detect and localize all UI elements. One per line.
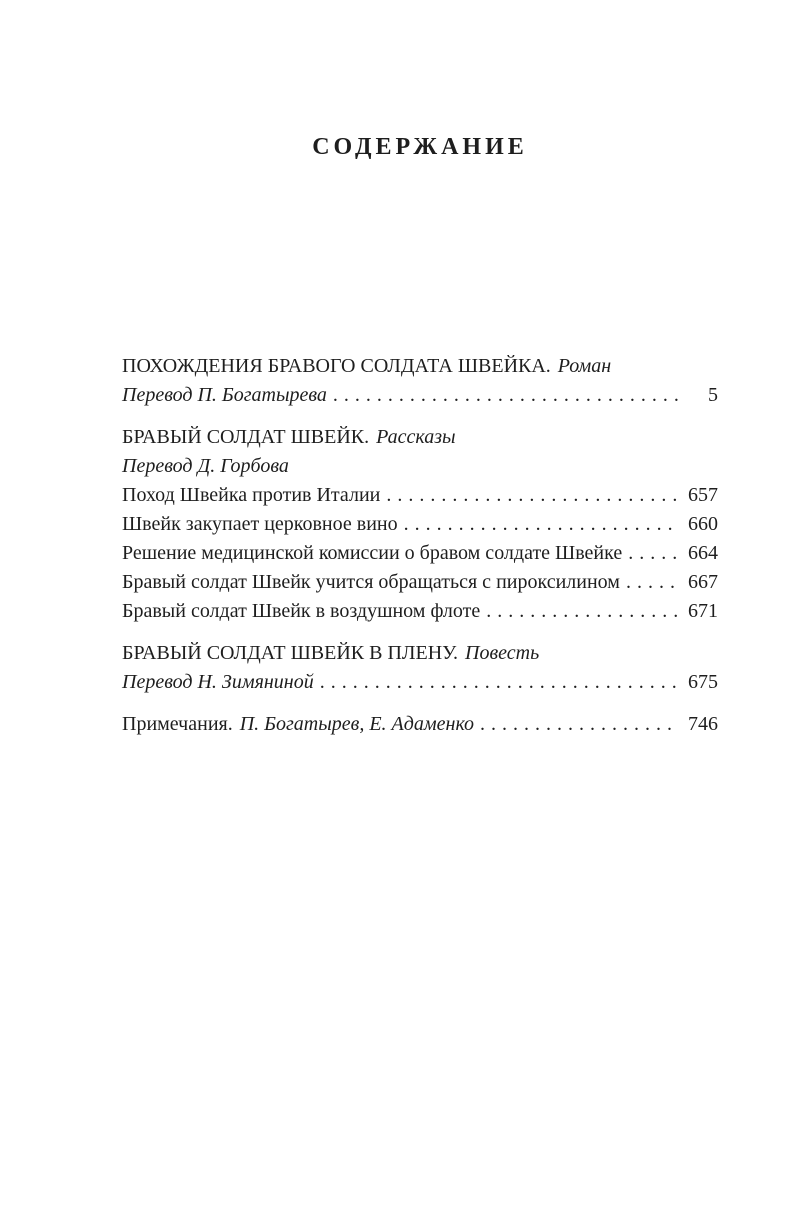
notes-authors: П. Богатырев, Е. Адаменко xyxy=(239,713,475,735)
table-of-contents xyxy=(122,352,718,739)
dot-leader xyxy=(333,381,678,410)
toc-notes xyxy=(122,710,718,739)
dot-leader xyxy=(486,597,678,626)
page-number: 5 xyxy=(708,384,718,406)
section-heading-row xyxy=(122,423,718,452)
toc-item-title: Швейк закупает церковное вино xyxy=(122,513,398,535)
toc-item xyxy=(122,481,718,510)
page-number: 667 xyxy=(688,571,718,593)
page-number: 746 xyxy=(688,713,718,735)
dot-leader xyxy=(626,568,678,597)
notes-row xyxy=(122,710,718,739)
toc-item xyxy=(122,597,718,626)
translator-row xyxy=(122,452,718,481)
section-heading-row xyxy=(122,639,718,668)
toc-item-title: Поход Швейка против Италии xyxy=(122,484,381,506)
translator-label: Перевод Н. Зимяниной xyxy=(122,671,314,693)
toc-section-novel xyxy=(122,352,718,410)
page-number: 660 xyxy=(688,513,718,535)
toc-section-captivity xyxy=(122,639,718,697)
page-number: 675 xyxy=(688,671,718,693)
translator-label: Перевод П. Богатырева xyxy=(122,384,327,406)
section-heading: БРАВЫЙ СОЛДАТ ШВЕЙК В ПЛЕНУ. xyxy=(122,642,459,664)
section-genre: Рассказы xyxy=(376,426,456,448)
section-genre: Повесть xyxy=(465,642,540,664)
dot-leader xyxy=(404,510,678,539)
page-number: 664 xyxy=(688,542,718,564)
toc-item xyxy=(122,568,718,597)
section-genre: Роман xyxy=(557,355,612,377)
dot-leader xyxy=(480,710,678,739)
section-heading-row xyxy=(122,352,718,381)
dot-leader xyxy=(386,481,678,510)
page-title: СОДЕРЖАНИЕ xyxy=(312,134,528,160)
toc-item xyxy=(122,510,718,539)
dot-leader xyxy=(320,668,678,697)
toc-item-title: Бравый солдат Швейк в воздушном флоте xyxy=(122,600,481,622)
translator-row xyxy=(122,381,718,410)
notes-label: Примечания. xyxy=(122,713,233,735)
section-heading: ПОХОЖДЕНИЯ БРАВОГО СОЛДАТА ШВЕЙКА. xyxy=(122,355,551,377)
toc-section-stories xyxy=(122,423,718,626)
translator-label: Перевод Д. Горбова xyxy=(122,455,289,477)
toc-item xyxy=(122,539,718,568)
page-number: 671 xyxy=(688,600,718,622)
dot-leader xyxy=(628,539,678,568)
translator-row xyxy=(122,668,718,697)
toc-item-title: Решение медицинской комиссии о бравом солдате Швейке xyxy=(122,542,623,564)
page-number: 657 xyxy=(688,484,718,506)
toc-item-title: Бравый солдат Швейк учится обращаться с пироксилином xyxy=(122,571,620,593)
section-heading: БРАВЫЙ СОЛДАТ ШВЕЙК. xyxy=(122,426,370,448)
